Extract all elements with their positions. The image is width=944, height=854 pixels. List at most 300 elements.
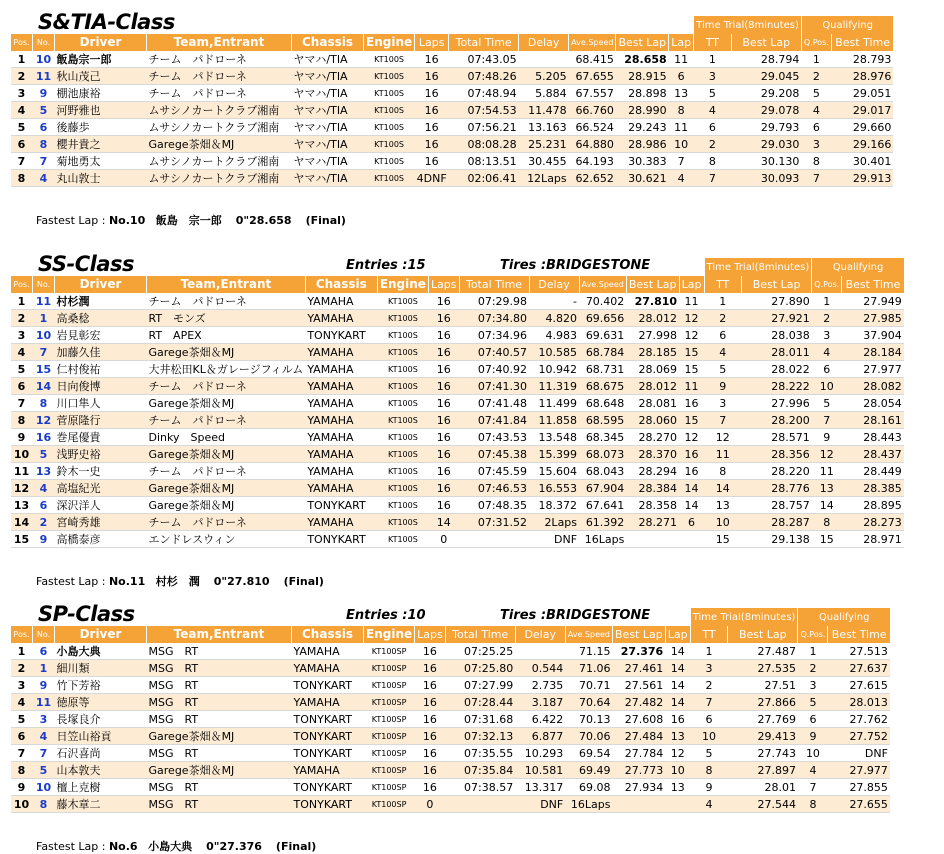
cell-tt: 4 [694,102,731,119]
fastest-lap-note: (Final) [305,214,346,227]
cell-ave: 67.557 [569,85,616,102]
cell-team: MSG RT [147,779,292,796]
cell-delay [515,643,565,660]
header-team: Team,Entrant [147,34,292,51]
header-ave: Ave.Speed [565,626,612,643]
cell-best: 27.608 [613,711,666,728]
header-total: Total Time [445,626,515,643]
cell-laps: 16 [415,68,449,85]
cell-tt: 15 [704,531,741,548]
fastest-lap-no: No.6 [108,840,138,853]
cell-q_best: 30.401 [831,153,893,170]
cell-no: 6 [33,497,55,514]
cell-delay: 2.735 [515,677,565,694]
cell-tt_best: 28.757 [742,497,812,514]
cell-total: 07:41.84 [459,412,529,429]
results-table [10,258,904,548]
cell-team: MSG RT [147,694,292,711]
fastest-lap-note: (Final) [275,840,317,853]
column-header-row [11,626,890,643]
cell-q_best: 29.660 [831,119,893,136]
header-chassis: Chassis [292,34,364,51]
cell-delay: 13.317 [515,779,565,796]
cell-driver: 後藤歩 [55,119,147,136]
cell-delay: 11.319 [529,378,579,395]
cell-pos: 6 [11,136,33,153]
cell-engine: KT100S [377,378,428,395]
cell-delay: 2Laps [529,514,579,531]
cell-ave: 68.784 [579,344,626,361]
cell-delay: DNF [529,531,579,548]
header-engine: Engine [364,626,415,643]
cell-ave: 62.652 [569,170,616,187]
cell-ave: 67.641 [579,497,626,514]
cell-qpos: 13 [812,480,842,497]
cell-laps: 16 [428,412,459,429]
column-header-row [11,34,894,51]
cell-pos: 7 [11,395,33,412]
cell-delay: 10.581 [515,762,565,779]
cell-pos: 3 [11,327,33,344]
cell-driver: 石沢喜尚 [55,745,147,762]
cell-delay [519,51,569,68]
cell-laps: 16 [428,293,459,310]
cell-chassis: YAMAHA [305,463,377,480]
cell-total: 07:31.68 [445,711,515,728]
cell-pos: 4 [11,102,33,119]
cell-qpos: 8 [798,796,828,813]
cell-tt: 3 [690,660,727,677]
cell-pos: 5 [11,711,33,728]
cell-lap: 15 [679,344,704,361]
cell-best: 28.384 [626,480,679,497]
cell-q_best: 29.913 [831,170,893,187]
cell-q_best: 29.166 [831,136,893,153]
cell-engine: KT100SP [364,677,415,694]
cell-laps: 16 [415,745,446,762]
cell-lap: 16 [665,711,690,728]
cell-ave: 68.648 [579,395,626,412]
header-delay: Delay [529,276,579,293]
result-row [11,119,894,136]
cell-engine: KT100S [377,412,428,429]
cell-tt_best: 28.01 [728,779,798,796]
cell-tt_best: 30.093 [731,170,801,187]
cell-driver: 長塚良介 [55,711,147,728]
cell-qpos: 3 [798,677,828,694]
cell-ave: 61.392 [579,514,626,531]
cell-tt: 11 [704,446,741,463]
cell-no: 11 [33,694,55,711]
cell-qpos: 2 [812,310,842,327]
cell-no: 6 [33,119,55,136]
header-tt: TT [694,34,731,51]
cell-qpos: 10 [798,745,828,762]
cell-no: 11 [33,68,55,85]
cell-best: 27.482 [613,694,666,711]
qualifying-header: Qualifying [801,16,893,34]
cell-laps: 0 [428,531,459,548]
cell-tt_best: 27.544 [728,796,798,813]
cell-q_best: 27.985 [842,310,904,327]
group-header-row [11,16,894,34]
result-row [11,779,890,796]
cell-ave: 68.073 [579,446,626,463]
cell-tt_best: 29.138 [742,531,812,548]
cell-chassis: YAMAHA [305,429,377,446]
cell-tt: 7 [690,694,727,711]
cell-team: RT APEX [147,327,306,344]
fastest-lap [36,212,346,228]
cell-laps: 16 [415,711,446,728]
cell-best: 27.376 [613,643,666,660]
cell-ave: 16Laps [565,796,612,813]
cell-total: 07:34.80 [459,310,529,327]
cell-ave: 68.675 [579,378,626,395]
cell-engine: KT100S [377,497,428,514]
cell-tt: 9 [690,779,727,796]
cell-ave: 66.524 [569,119,616,136]
result-row [11,68,894,85]
header-qpos: Q.Pos. [801,34,831,51]
header-total: Total Time [449,34,519,51]
cell-tt_best: 29.793 [731,119,801,136]
cell-delay: 6.877 [515,728,565,745]
cell-driver: 鈴木一史 [55,463,147,480]
cell-laps: 16 [415,136,449,153]
cell-tt: 14 [704,480,741,497]
result-row [11,310,904,327]
fastest-lap-note: (Final) [283,575,324,588]
cell-chassis: ヤマハ/TIA [292,136,364,153]
result-row [11,429,904,446]
cell-laps: 16 [415,153,449,170]
cell-driver: 加藤久佳 [55,344,147,361]
cell-tt: 5 [704,361,741,378]
cell-total: 08:13.51 [449,153,519,170]
header-laps: Laps [428,276,459,293]
cell-best: 27.484 [613,728,666,745]
cell-engine: KT100S [364,170,415,187]
cell-total: 07:56.21 [449,119,519,136]
result-row [11,711,890,728]
cell-laps: 16 [415,660,446,677]
cell-tt: 7 [704,412,741,429]
cell-team: ムサシノカートクラブ湘南 [147,102,292,119]
cell-no: 6 [33,643,55,660]
cell-lap: 11 [669,51,694,68]
cell-best: 28.081 [626,395,679,412]
header-engine: Engine [377,276,428,293]
cell-driver: 浅野史裕 [55,446,147,463]
cell-qpos: 6 [812,361,842,378]
fastest-lap-driver: 村杉 潤 [155,575,200,588]
cell-delay: 10.293 [515,745,565,762]
cell-team: チーム パドローネ [147,85,292,102]
header-q_best: Best Time [831,34,893,51]
result-row [11,796,890,813]
cell-team: Garege茶畑＆MJ [147,762,292,779]
cell-best: 27.784 [613,745,666,762]
cell-chassis: YAMAHA [305,344,377,361]
cell-engine: KT100S [364,136,415,153]
header-tt_best: Best Lap [731,34,801,51]
cell-delay: 16.553 [529,480,579,497]
cell-laps: 16 [428,480,459,497]
fastest-lap-driver: 小島大典 [148,840,193,853]
cell-engine: KT100S [364,51,415,68]
cell-laps: 16 [415,102,449,119]
cell-pos: 15 [11,531,33,548]
cell-pos: 11 [11,463,33,480]
cell-total: 08:08.28 [449,136,519,153]
cell-no: 4 [33,728,55,745]
cell-q_best: 28.013 [828,694,890,711]
cell-laps: 16 [428,378,459,395]
cell-q_best: 37.904 [842,327,904,344]
cell-no: 10 [33,51,55,68]
cell-no: 3 [33,711,55,728]
cell-best: 27.810 [626,293,679,310]
cell-ave: 70.06 [565,728,612,745]
fastest-lap-time: 0"27.810 [213,575,270,588]
cell-pos: 8 [11,170,33,187]
group-header-spacer [11,258,705,276]
cell-lap: 14 [665,660,690,677]
cell-total: 07:25.25 [445,643,515,660]
cell-tt_best: 27.996 [742,395,812,412]
header-best: Best Lap [613,626,666,643]
cell-laps: 16 [428,344,459,361]
cell-lap [679,531,704,548]
cell-team: MSG RT [147,643,292,660]
cell-tt: 12 [704,429,741,446]
cell-laps: 16 [428,361,459,378]
result-row [11,412,904,429]
cell-team: Garege茶畑＆MJ [147,136,292,153]
cell-tt_best: 27.487 [728,643,798,660]
cell-tt: 3 [704,395,741,412]
header-ave: Ave.Speed [579,276,626,293]
cell-best: 27.773 [613,762,666,779]
cell-total: 07:54.53 [449,102,519,119]
cell-driver: 櫻井貴之 [55,136,147,153]
cell-best: 30.621 [616,170,669,187]
cell-q_best: 28.273 [842,514,904,531]
cell-no: 7 [33,153,55,170]
cell-ave: 66.760 [569,102,616,119]
cell-q_best: 28.793 [831,51,893,68]
cell-chassis: TONYKART [292,779,364,796]
header-laps: Laps [415,626,446,643]
cell-driver: 河野雅也 [55,102,147,119]
cell-team: チーム パドローネ [147,412,306,429]
cell-delay: 4.820 [529,310,579,327]
cell-chassis: ヤマハ/TIA [292,153,364,170]
cell-chassis: TONYKART [292,728,364,745]
cell-ave: 70.64 [565,694,612,711]
cell-best: 29.243 [616,119,669,136]
cell-delay: 15.399 [529,446,579,463]
fastest-lap-time: 0"28.658 [235,214,292,227]
cell-engine: KT100SP [364,711,415,728]
result-row [11,497,904,514]
tires-label: Tires :BRIDGESTONE [500,608,651,623]
cell-team: チーム パドローネ [147,378,306,395]
header-best: Best Lap [616,34,669,51]
cell-laps: 16 [415,51,449,68]
cell-total: 02:06.41 [449,170,519,187]
cell-ave: 67.904 [579,480,626,497]
cell-no: 13 [33,463,55,480]
header-chassis: Chassis [305,276,377,293]
cell-driver: 日笠山裕貢 [55,728,147,745]
cell-chassis: YAMAHA [292,660,364,677]
cell-qpos: 4 [801,102,831,119]
cell-lap: 14 [665,643,690,660]
cell-engine: KT100S [377,531,428,548]
cell-driver: 山本敦夫 [55,762,147,779]
cell-best: 28.358 [626,497,679,514]
cell-tt: 5 [690,745,727,762]
cell-q_best: 27.977 [828,762,890,779]
cell-no: 5 [33,102,55,119]
cell-total: 07:48.26 [449,68,519,85]
cell-driver: 川口隼人 [55,395,147,412]
cell-q_best: 27.637 [828,660,890,677]
fastest-lap-no: No.10 [108,214,146,227]
result-row [11,102,894,119]
cell-q_best: 29.051 [831,85,893,102]
cell-best [626,531,679,548]
cell-tt: 4 [704,344,741,361]
cell-delay: 11.858 [529,412,579,429]
cell-delay: 18.372 [529,497,579,514]
cell-laps: 16 [415,694,446,711]
cell-tt: 8 [704,463,741,480]
cell-q_best: 28.976 [831,68,893,85]
cell-delay: 5.884 [519,85,569,102]
cell-lap: 15 [679,361,704,378]
result-row [11,327,904,344]
cell-no: 4 [33,170,55,187]
cell-lap: 13 [669,85,694,102]
cell-pos: 8 [11,762,33,779]
cell-pos: 12 [11,480,33,497]
header-team: Team,Entrant [147,626,292,643]
cell-driver: 菊地勇太 [55,153,147,170]
cell-tt: 10 [704,514,741,531]
cell-pos: 1 [11,293,33,310]
result-row [11,293,904,310]
cell-driver: 岩見彰宏 [55,327,147,344]
cell-team: ムサシノカートクラブ湘南 [147,153,292,170]
cell-tt: 8 [694,153,731,170]
cell-no: 5 [33,762,55,779]
cell-laps: 16 [428,429,459,446]
result-row [11,643,890,660]
cell-team: チーム パドローネ [147,51,292,68]
cell-total: 07:45.38 [459,446,529,463]
cell-pos: 8 [11,412,33,429]
cell-pos: 5 [11,119,33,136]
cell-lap: 16 [679,463,704,480]
cell-pos: 2 [11,660,33,677]
cell-total: 07:40.57 [459,344,529,361]
cell-tt_best: 28.011 [742,344,812,361]
cell-qpos: 5 [812,395,842,412]
header-pos: Pos. [11,276,33,293]
cell-tt: 6 [690,711,727,728]
cell-tt: 3 [694,68,731,85]
cell-delay: 0.544 [515,660,565,677]
cell-qpos: 1 [812,293,842,310]
cell-tt_best: 29.045 [731,68,801,85]
cell-tt_best: 29.208 [731,85,801,102]
entries-label: Entries :10 [346,608,426,623]
cell-q_best: 27.752 [828,728,890,745]
cell-qpos: 3 [801,136,831,153]
cell-driver: 竹下芳裕 [55,677,147,694]
cell-lap: 4 [669,170,694,187]
cell-no: 8 [33,796,55,813]
time-trial-header: Time Trial(8minutes) [690,608,798,626]
cell-no: 8 [33,395,55,412]
cell-laps: 16 [415,762,446,779]
cell-driver: 飯島宗一郎 [55,51,147,68]
cell-chassis: YAMAHA [305,395,377,412]
class-section [0,602,944,853]
result-row [11,677,890,694]
cell-engine: KT100SP [364,779,415,796]
cell-ave: 64.193 [569,153,616,170]
cell-delay: 10.585 [529,344,579,361]
cell-qpos: 1 [801,51,831,68]
cell-team: エンドレスウィン [147,531,306,548]
header-no: No. [33,626,55,643]
cell-tt: 1 [704,293,741,310]
header-delay: Delay [519,34,569,51]
cell-laps: 16 [415,119,449,136]
cell-lap: 10 [665,762,690,779]
group-header-spacer [11,16,694,34]
cell-tt_best: 27.921 [742,310,812,327]
cell-lap: 16 [679,395,704,412]
cell-qpos: 8 [812,514,842,531]
cell-tt: 13 [704,497,741,514]
cell-tt_best: 27.866 [728,694,798,711]
result-row [11,514,904,531]
cell-q_best: 27.762 [828,711,890,728]
cell-best: 28.270 [626,429,679,446]
cell-driver: 徳原等 [55,694,147,711]
cell-driver: 細川類 [55,660,147,677]
cell-qpos: 12 [812,446,842,463]
cell-driver: 巻尾優貴 [55,429,147,446]
cell-total: 07:25.80 [445,660,515,677]
result-row [11,153,894,170]
cell-engine: KT100S [377,361,428,378]
cell-lap: 7 [669,153,694,170]
cell-tt_best: 27.890 [742,293,812,310]
cell-tt_best: 29.030 [731,136,801,153]
cell-no: 4 [33,480,55,497]
cell-best [613,796,666,813]
cell-chassis: TONYKART [292,711,364,728]
cell-chassis: YAMAHA [305,412,377,429]
cell-best: 27.998 [626,327,679,344]
cell-q_best: 28.971 [842,531,904,548]
